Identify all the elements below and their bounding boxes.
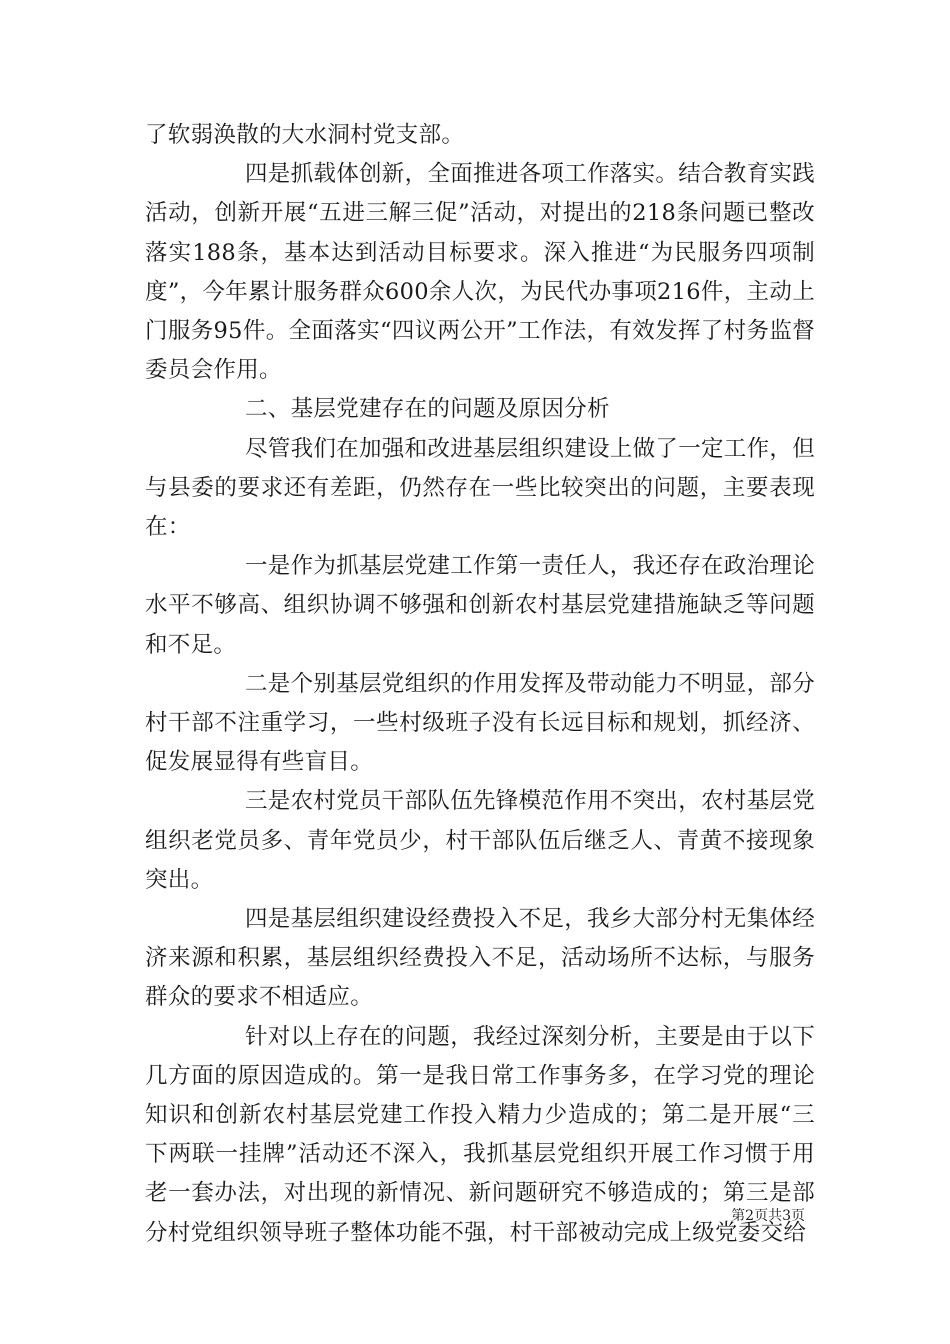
paragraph-carrier-innovation: 四是抓载体创新，全面推进各项工作落实。结合教育实践活动，创新开展“五进三解三促”活动，对提出的218条问题已整改落实188条，基本达到活动目标要求。深入推进“为民服务四项制度”，今年累计服务群众600余人次，为民代办事项216件，主动上门服务95件。全面落实“四议两公开”工作法，有效发挥了村务监督委员会作用。 (145, 161, 816, 384)
paragraph-problem-one: 一是作为抓基层党建工作第一责任人，我还存在政治理论水平不够高、组织协调不够强和创新农村基层党建措施缺乏等问题和不足。 (145, 553, 816, 658)
page-number-footer: 第2页共3页 (731, 1208, 805, 1224)
paragraph-continuation: 了软弱涣散的大水洞村党支部。 (145, 122, 465, 148)
paragraph-problem-two: 二是个别基层党组织的作用发挥及带动能力不明显，部分村干部不注重学习，一些村级班子没有长远目标和规划，抓经济、促发展显得有些盲目。 (145, 670, 816, 776)
paragraph-problem-three: 三是农村党员干部队伍先锋模范作用不突出，农村基层党组织老党员多、青年党员少，村干部队伍后继乏人、青黄不接现象突出。 (145, 788, 816, 893)
paragraph-problems-intro: 尽管我们在加强和改进基层组织建设上做了一定工作，但与县委的要求还有差距，仍然存在一些比较突出的问题，主要表现在： (145, 435, 816, 541)
paragraph-cause-analysis: 针对以上存在的问题，我经过深刻分析，主要是由于以下几方面的原因造成的。第一是我日常工作事务多，在学习党的理论知识和创新农村基层党建工作投入精力少造成的；第二是开展“三下两联一挂牌”活动还不深入，我抓基层党组织开展工作习惯于用老一套办法，对出现的新情况、新问题研究不够造成的；第三是部分村党组织领导班子整体功能不强，村干部被动完成上级党委交给 (145, 1023, 816, 1246)
document-body (145, 116, 815, 1253)
section-heading-problems: 二、基层党建存在的问题及原因分析 (245, 396, 610, 423)
paragraph-problem-four: 四是基层组织建设经费投入不足，我乡大部分村无集体经济来源和积累，基层组织经费投入不足，活动场所不达标，与服务群众的要求不相适应。 (145, 906, 816, 1011)
